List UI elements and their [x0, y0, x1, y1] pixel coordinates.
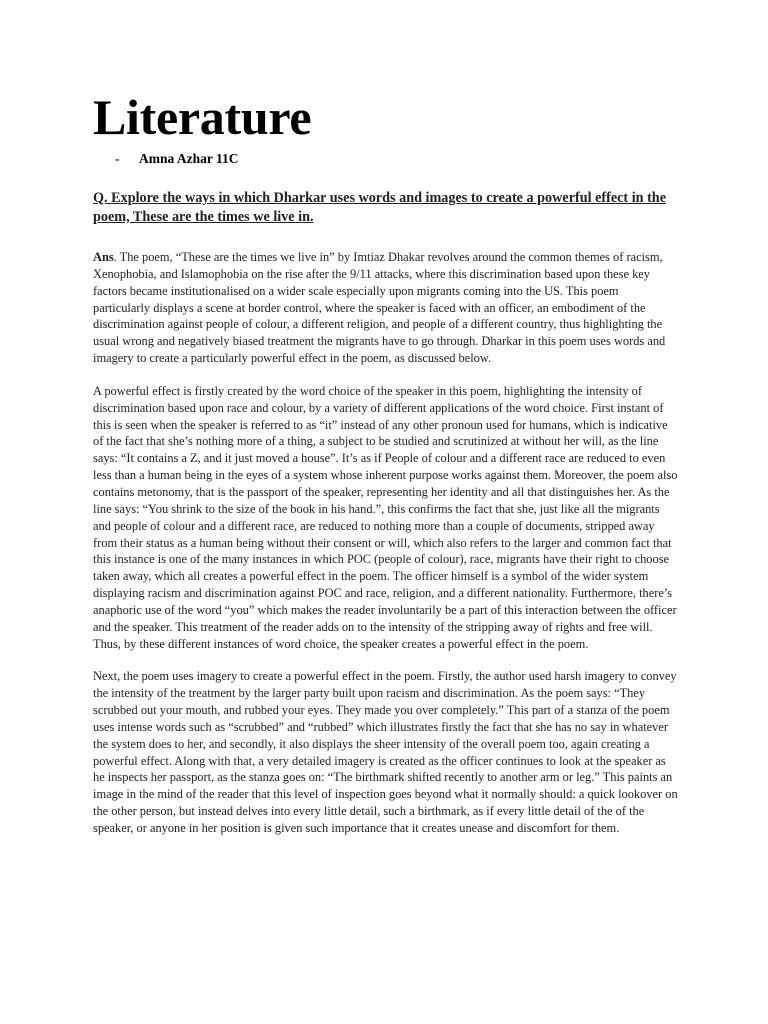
answer-label: Ans [93, 250, 114, 264]
answer-paragraph-1 [93, 249, 678, 367]
question-prefix: Q. [93, 190, 108, 206]
author-line [93, 150, 678, 168]
question-heading [93, 189, 678, 226]
document-title: Literature [93, 89, 312, 145]
answer-paragraph-1-text: . The poem, “These are the times we live in” by Imtiaz Dhakar revolves around the common themes of racism, Xenophobia, and Islamophobia on the rise after the 9/11 attacks, where this discrimination based upon these key factors became institutionalised on a wider scale especially upon migrants coming into the US. This poem particularly displays a scene at border control, where the speaker is faced with an officer, an embodiment of the discrimination against people of colour, a different religion, and people of a different country, thus highlighting the usual wrong and negatively biased treatment the migrants have to go through. Dharkar in this poem uses words and imagery to create a particularly powerful effect in the poem, as discussed below. [93, 250, 666, 366]
author-bullet: - [115, 151, 120, 166]
question-text: Explore the ways in which Dharkar uses words and images to create a powerful effect in the poem, These are the times we live in. [93, 190, 666, 225]
author-name: Amna Azhar 11C [139, 151, 239, 166]
answer-paragraph-2: A powerful effect is firstly created by the word choice of the speaker in this poem, highlighting the intensity of discrimination based upon race and colour, by a variety of different applications of the word choice. First instant of this is seen when the speaker is referred to as “it” instead of any other pronoun used for humans, which is indicative of the fact that she’s nothing more of a thing, a subject to be studied and scrutinized at without her will, as the line says: “It contains a Z, and it just moved a house”. It’s as if People of colour and a different race are reduced to even less than a human being in the eyes of a system whose inherent purpose works against them. Moreover, the poem also contains metonomy, that is the passport of the speaker, representing her identity and all that distinguishes her. As the line says: “You shrink to the size of the book in his hand.”, this confirms the fact that she, just like all the migrants and people of colour and a different race, are reduced to nothing more than a couple of documents, stripped away from their status as a human being without their consent or will, which also refers to the larger and common fact that this instance is one of the many instances in which POC (people of colour), race, migrants have their right to choose taken away, which all creates a powerful effect in the poem. The officer himself is a symbol of the wider system displaying racism and discrimination against POC and race, religion, and a different nationality. Furthermore, there’s anaphoric use of the word “you” which makes the reader involuntarily be a part of this interaction between the officer and the speaker. This treatment of the reader adds on to the intensity of the stripping away of rights and free will. Thus, by these different instances of word choice, the speaker creates a powerful effect in the poem. [93, 383, 678, 651]
answer-paragraph-3: Next, the poem uses imagery to create a powerful effect in the poem. Firstly, the author used harsh imagery to convey the intensity of the treatment by the larger party built upon racism and discrimination. As the poem says: “They scrubbed out your mouth, and rubbed your eyes. They made you over completely.” This part of a stanza of the poem uses intense words such as “scrubbed” and “rubbed” which illustrates firstly the fact that she has no say in whatever the system does to her, and secondly, it also displays the sheer intensity of the overall poem too, again creating a powerful effect. Along with that, a very detailed imagery is created as the officer continues to look at the speaker as he inspects her passport, as the stanza goes on: “The birthmark shifted recently to another arm or leg.” This paints an image in the mind of the reader that this level of inspection goes beyond what it normally should: a quick lookover on the other person, but instead delves into every little detail, such a birthmark, as if every little detail of the of the speaker, or anyone in her position is given such importance that it creates unease and discomfort for them. [93, 669, 678, 835]
document-page [93, 88, 678, 837]
